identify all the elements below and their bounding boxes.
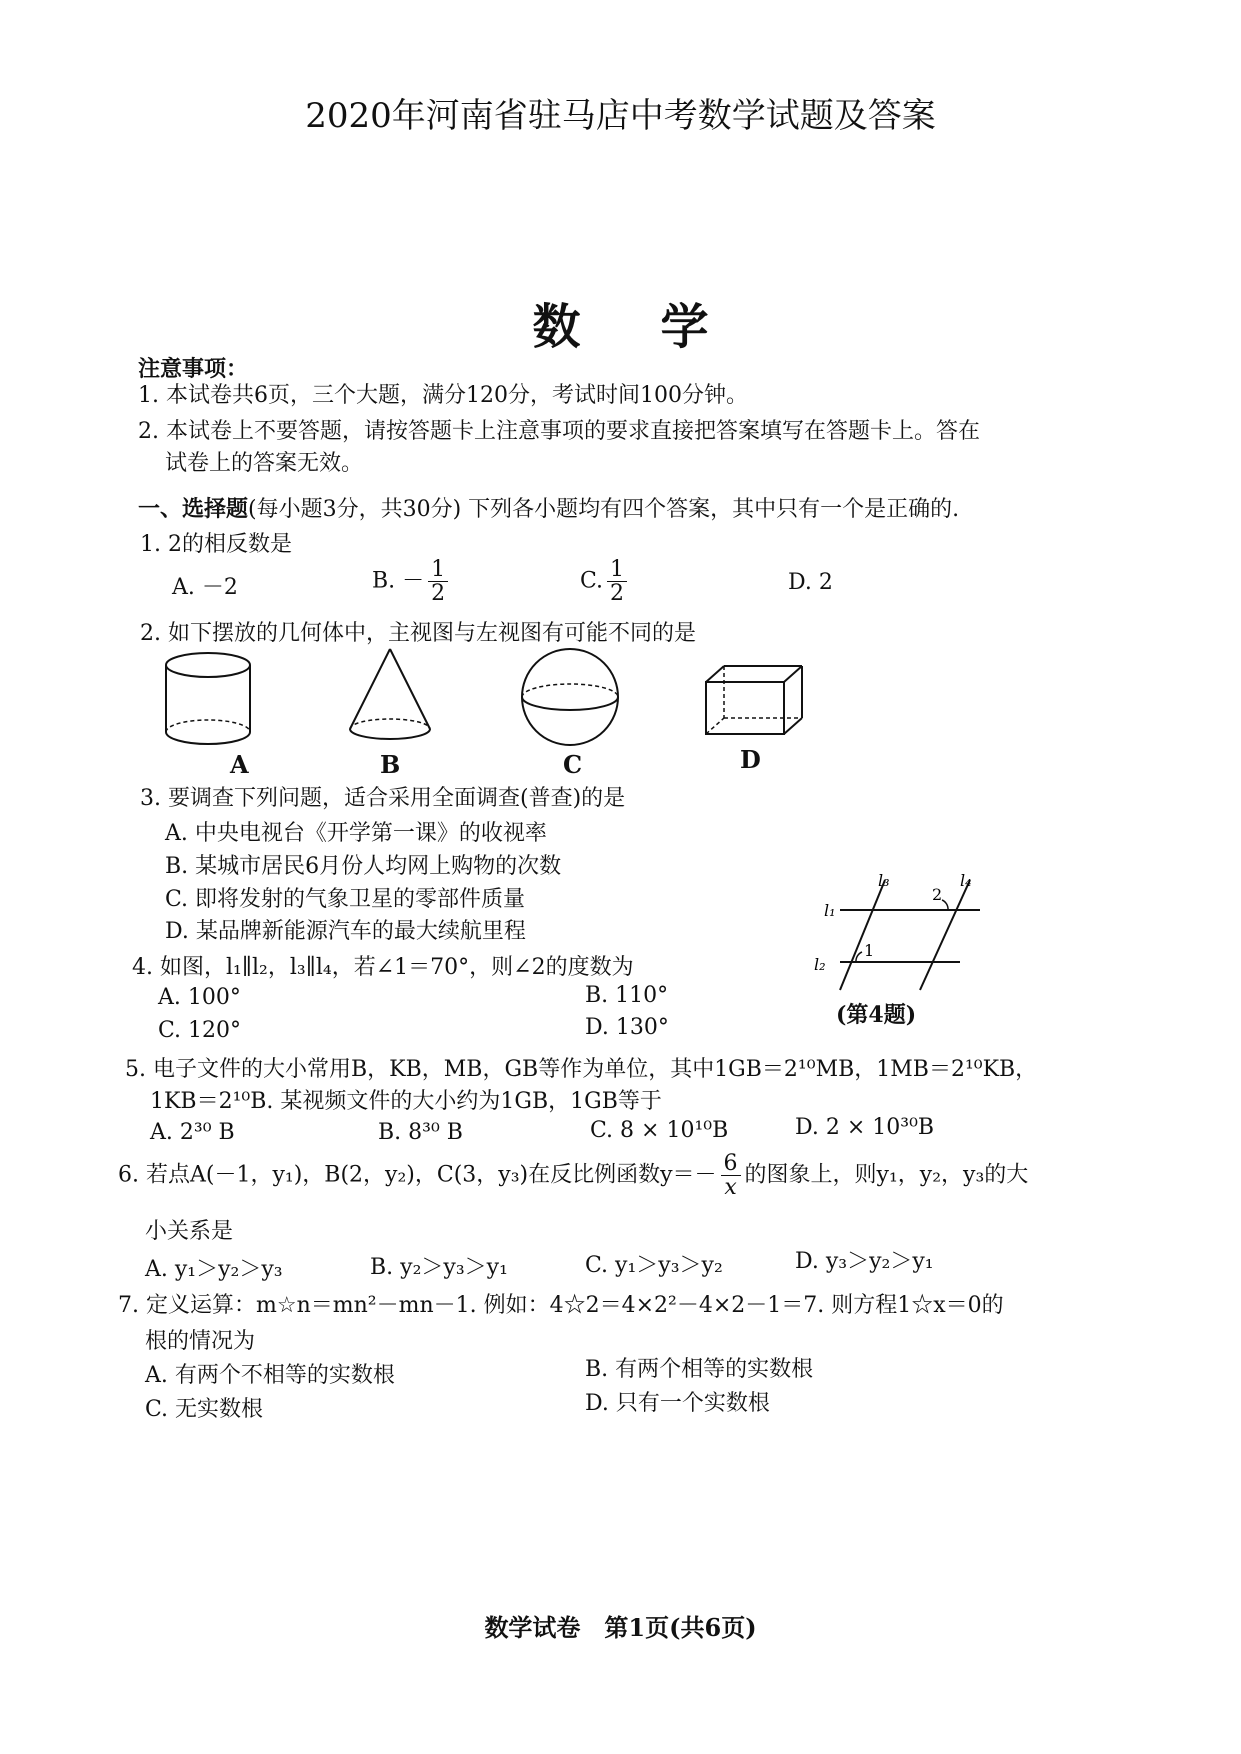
q1-b-denominator: 2: [431, 581, 446, 607]
subject-heading: 数学: [532, 299, 789, 355]
cone-figure: [340, 645, 440, 745]
q3-option-c: C. 即将发射的气象卫星的零部件质量: [165, 887, 526, 912]
q6-numerator: 6: [721, 1152, 741, 1176]
cylinder-figure: [158, 650, 258, 750]
sphere-figure: [515, 645, 625, 749]
q3-option-a: A. 中央电视台《开学第一课》的收视率: [165, 821, 547, 846]
q1-option-b-prefix: B. －: [372, 568, 425, 594]
page-footer: 数学试卷 第1页(共6页): [484, 1613, 757, 1642]
q6-line-1-post: 的图象上，则y₁，y₂，y₃的大: [744, 1162, 1029, 1188]
q4-option-c: C. 120°: [158, 1018, 242, 1043]
q1-option-c: [580, 558, 631, 605]
q7-line-2: 根的情况为: [145, 1329, 256, 1354]
q3-option-b: B. 某城市居民6月份人均网上购物的次数: [165, 854, 562, 879]
q7-option-a: A. 有两个不相等的实数根: [145, 1363, 395, 1388]
q2-label-c: C: [563, 750, 583, 779]
q5-option-a: A. 2³⁰ B: [150, 1120, 235, 1145]
q1-option-b-fraction: [428, 558, 448, 605]
q3-option-d: D. 某品牌新能源汽车的最大续航里程: [165, 919, 526, 944]
q1-option-c-prefix: C.: [580, 568, 604, 594]
q2-label-a: A: [230, 750, 249, 779]
q6-option-d: D. y₃＞y₂＞y₁: [795, 1249, 934, 1274]
notice-item-2: 2. 本试卷上不要答题，请按答题卡上注意事项的要求直接把答案填写在答题卡上。答在: [138, 419, 980, 444]
q5-option-c: C. 8 × 10¹⁰B: [590, 1118, 729, 1143]
q2-stem: 2. 如下摆放的几何体中，主视图与左视图有可能不同的是: [140, 621, 696, 646]
q6-option-b: B. y₂＞y₃＞y₁: [370, 1255, 508, 1280]
q5-option-b: B. 8³⁰ B: [378, 1120, 463, 1145]
q4-label-l3: l₃: [878, 871, 890, 890]
q1-option-c-fraction: [607, 558, 627, 605]
q6-option-c: C. y₁＞y₃＞y₂: [585, 1253, 723, 1278]
q6-line-2: 小关系是: [145, 1219, 234, 1244]
q4-option-b: B. 110°: [585, 983, 669, 1008]
q5-line-1: 5. 电子文件的大小常用B，KB，MB，GB等作为单位，其中1GB＝2¹⁰MB，1MB＝2¹⁰KB，: [125, 1057, 1038, 1082]
section-1-desc: (每小题3分，共30分) 下列各小题均有四个答案，其中只有一个是正确的.: [248, 497, 960, 522]
q4-figure-caption: (第4题): [836, 1002, 917, 1028]
q4-label-angle1: 1: [864, 941, 875, 960]
q7-option-c: C. 无实数根: [145, 1397, 264, 1422]
q2-label-d: D: [740, 745, 761, 774]
q6-denominator: x: [724, 1175, 737, 1201]
q2-label-b: B: [380, 750, 401, 779]
q1-option-d: D. 2: [788, 570, 833, 595]
section-1-header: [138, 492, 959, 523]
section-1-title: 一、选择题: [138, 496, 249, 522]
notice-item-1: 1. 本试卷共6页，三个大题，满分120分，考试时间100分钟。: [138, 383, 748, 408]
q1-stem: 1. 2的相反数是: [140, 532, 292, 557]
q1-c-denominator: 2: [610, 581, 625, 607]
q1-c-numerator: 1: [607, 558, 627, 582]
q7-option-d: D. 只有一个实数根: [585, 1391, 770, 1416]
q4-parallel-lines-figure: [810, 870, 990, 1000]
q5-option-d: D. 2 × 10³⁰B: [795, 1115, 935, 1140]
q4-label-l2: l₂: [814, 955, 826, 974]
q4-stem: 4. 如图，l₁∥l₂，l₃∥l₄，若∠1＝70°，则∠2的度数为: [132, 955, 634, 980]
notice-heading: 注意事项：: [138, 356, 249, 382]
notice-item-2-cont: 试卷上的答案无效。: [165, 451, 364, 476]
q4-label-angle2: 2: [932, 885, 943, 904]
q6-fraction: [721, 1152, 741, 1199]
q1-option-a: A. －2: [172, 575, 238, 600]
q4-option-d: D. 130°: [585, 1015, 669, 1040]
cuboid-figure: [700, 660, 810, 740]
q4-label-l1: l₁: [824, 901, 836, 920]
q6-line-1: [118, 1152, 1028, 1199]
q1-b-numerator: 1: [428, 558, 448, 582]
q1-option-b: [372, 558, 452, 605]
q7-line-1: 7. 定义运算：m☆n＝mn²－mn－1. 例如：4☆2＝4×2²－4×2－1＝7. 则方程1☆x＝0的: [118, 1293, 1004, 1318]
q6-line-1-pre: 6. 若点A(－1，y₁)，B(2，y₂)，C(3，y₃)在反比例函数y＝－: [118, 1162, 717, 1188]
q6-option-a: A. y₁＞y₂＞y₃: [145, 1257, 283, 1282]
q4-option-a: A. 100°: [158, 985, 241, 1010]
q5-line-2: 1KB＝2¹⁰B. 某视频文件的大小约为1GB，1GB等于: [150, 1089, 662, 1114]
q4-label-l4: l₄: [960, 871, 972, 890]
q7-option-b: B. 有两个相等的实数根: [585, 1357, 814, 1382]
q3-stem: 3. 要调查下列问题，适合采用全面调查(普查)的是: [140, 786, 626, 811]
document-title: 2020年河南省驻马店中考数学试题及答案: [305, 96, 936, 136]
